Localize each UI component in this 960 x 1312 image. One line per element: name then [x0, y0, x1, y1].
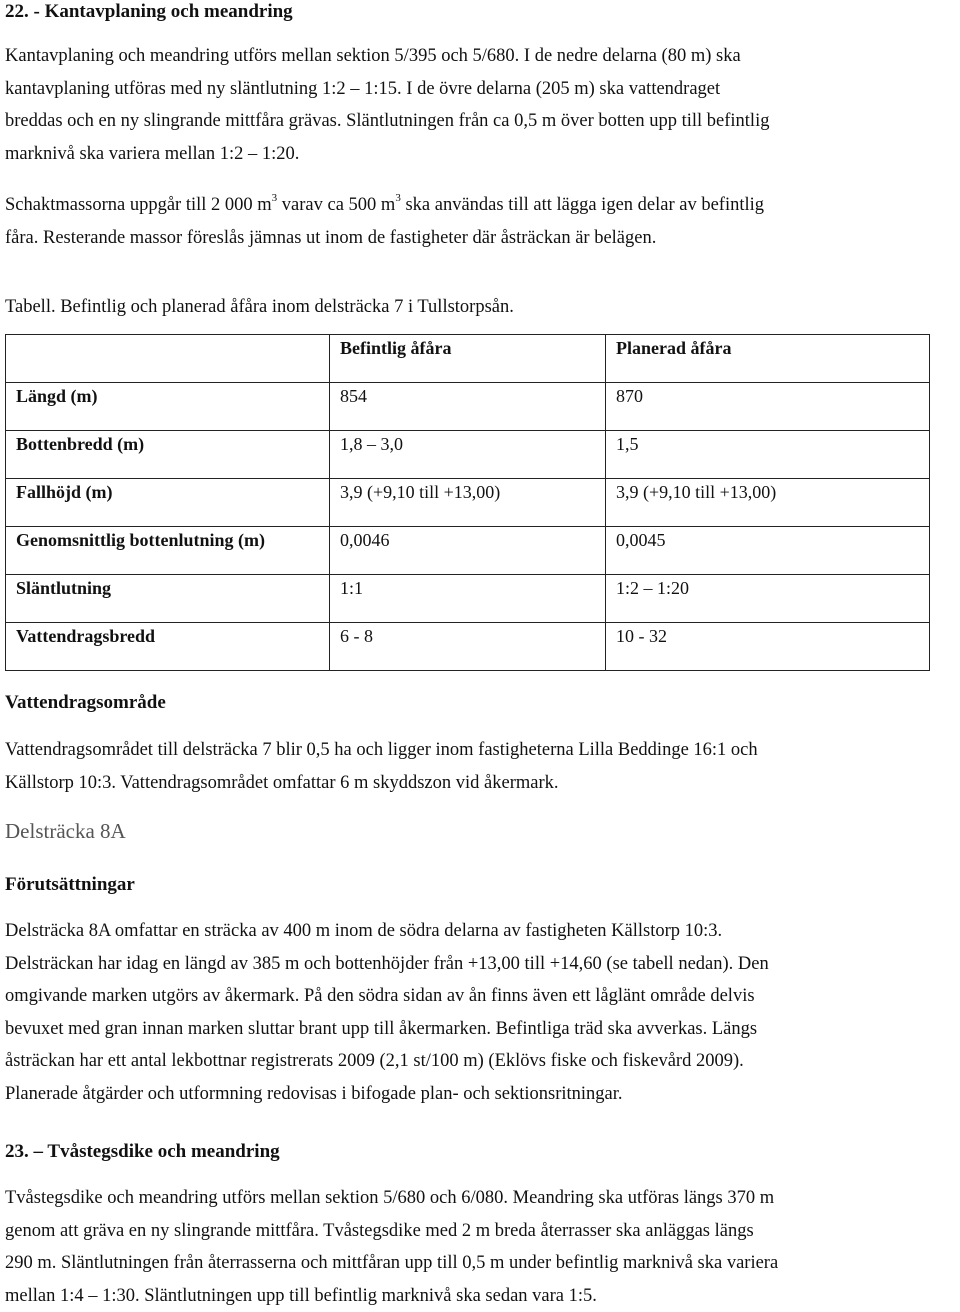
table-cell: 10 - 32: [606, 623, 930, 671]
forutsattningar-heading: Förutsättningar: [5, 874, 135, 895]
table-cell: 870: [606, 383, 930, 431]
text-line: åsträckan har ett antal lekbottnar registrerats 2009 (2,1 st/100 m) (Eklövs fiske och fiskevård 2009).: [5, 1051, 744, 1072]
row-label: Längd (m): [6, 383, 330, 431]
text-line: Delsträcka 8A omfattar en sträcka av 400 m inom de södra delarna av fastigheten Källstorp 10:3.: [5, 921, 723, 941]
table-cell: 3,9 (+9,10 till +13,00): [606, 479, 930, 527]
text-line: fåra. Resterande massor föreslås jämnas ut inom de fastigheter där åsträckan är belägen.: [5, 227, 657, 248]
table-row: [6, 623, 930, 671]
table-cell: 6 - 8: [330, 623, 606, 671]
text-line: mellan 1:4 – 1:30. Släntlutningen upp till befintlig marknivå ska sedan vara 1:5.: [5, 1285, 597, 1306]
text-line: Tvåstegsdike och meandring utförs mellan sektion 5/680 och 6/080. Meandring ska utföras längs 370 m: [5, 1188, 775, 1208]
table-cell: 3,9 (+9,10 till +13,00): [330, 479, 606, 527]
row-label: Bottenbredd (m): [6, 431, 330, 479]
text-line: breddas och en ny slingrande mittfåra grävas. Släntlutningen från ca 0,5 m över botten upp till befintlig: [5, 111, 770, 132]
table-cell: 1:1: [330, 575, 606, 623]
table-cell: 0,0045: [606, 527, 930, 575]
text-line: genom att gräva en ny slingrande mittfåra. Tvåstegsdike med 2 m breda återrasser ska anläggas längs: [5, 1220, 754, 1241]
table-row: [6, 479, 930, 527]
table-cell: 0,0046: [330, 527, 606, 575]
table-header-cell: Befintlig åfåra: [330, 335, 606, 383]
text-fragment: Schaktmassorna uppgår till 2 000 m: [5, 195, 272, 215]
table-cell: 1,5: [606, 431, 930, 479]
text-line: Delsträckan har idag en längd av 385 m och bottenhöjder från +13,00 till +14,60 (se tabell nedan). Den: [5, 953, 769, 974]
row-label: Fallhöjd (m): [6, 479, 330, 527]
superscript: 3: [395, 191, 401, 204]
table-cell: 1,8 – 3,0: [330, 431, 606, 479]
table-header-cell: [6, 335, 330, 383]
text-line: [5, 189, 950, 222]
text-line: Källstorp 10:3. Vattendragsområdet omfattar 6 m skyddszon vid åkermark.: [5, 772, 559, 793]
table-cell: 854: [330, 383, 606, 431]
text-line: bevuxet med gran innan marken sluttar brant upp till åkermarken. Befintliga träd ska avverkas. Längs: [5, 1018, 758, 1039]
section-22-paragraph-1: [5, 40, 950, 170]
table-caption: Tabell. Befintlig och planerad åfåra inom delsträcka 7 i Tullstorpsån.: [5, 297, 514, 317]
row-label: Vattendragsbredd: [6, 623, 330, 671]
table-row: [6, 575, 930, 623]
section-8a-paragraph: [5, 915, 950, 1111]
row-label: Genomsnittlig bottenlutning (m): [6, 527, 330, 575]
section-8a-heading: Delsträcka 8A: [5, 819, 126, 843]
section-22-paragraph-2: [5, 189, 950, 254]
text-line: omgivande marken utgörs av åkermark. På den södra sidan av ån finns även ett låglänt område delvis: [5, 986, 755, 1007]
vattendragsomrade-paragraph: [5, 734, 950, 799]
section-22-heading: 22. - Kantavplaning och meandring: [5, 1, 293, 22]
table-row: [6, 431, 930, 479]
section-23-paragraph: [5, 1182, 950, 1312]
text-line: kantavplaning utföras med ny släntlutning 1:2 – 1:15. I de övre delarna (205 m) ska vattendraget: [5, 78, 721, 99]
superscript: 3: [271, 191, 278, 204]
text-line: Planerade åtgärder och utformning redovisas i bifogade plan- och sektionsritningar.: [5, 1083, 623, 1104]
table-header-cell: Planerad åfåra: [606, 335, 930, 383]
table-row: [6, 527, 930, 575]
text-line: marknivå ska variera mellan 1:2 – 1:20.: [5, 143, 300, 164]
row-label: Släntlutning: [6, 575, 330, 623]
section-23-heading: 23. – Tvåstegsdike och meandring: [5, 1141, 280, 1162]
table-header-row: [6, 335, 930, 383]
text-fragment: ska användas till att lägga igen delar av befintlig: [400, 195, 765, 215]
text-line: Vattendragsområdet till delsträcka 7 blir 0,5 ha och ligger inom fastigheterna Lilla Beddinge 16:1 och: [5, 740, 758, 760]
table-row: [6, 383, 930, 431]
text-line: Kantavplaning och meandring utförs mellan sektion 5/395 och 5/680. I de nedre delarna (80 m) ska: [5, 46, 741, 66]
text-line: 290 m. Släntlutningen från återrasserna och mittfåran upp till 0,5 m under befintlig marknivå ska variera: [5, 1253, 779, 1274]
table-cell: 1:2 – 1:20: [606, 575, 930, 623]
comparison-table: [5, 334, 930, 671]
text-fragment: varav ca 500 m: [277, 195, 396, 215]
vattendragsomrade-heading: Vattendragsområde: [5, 692, 166, 713]
